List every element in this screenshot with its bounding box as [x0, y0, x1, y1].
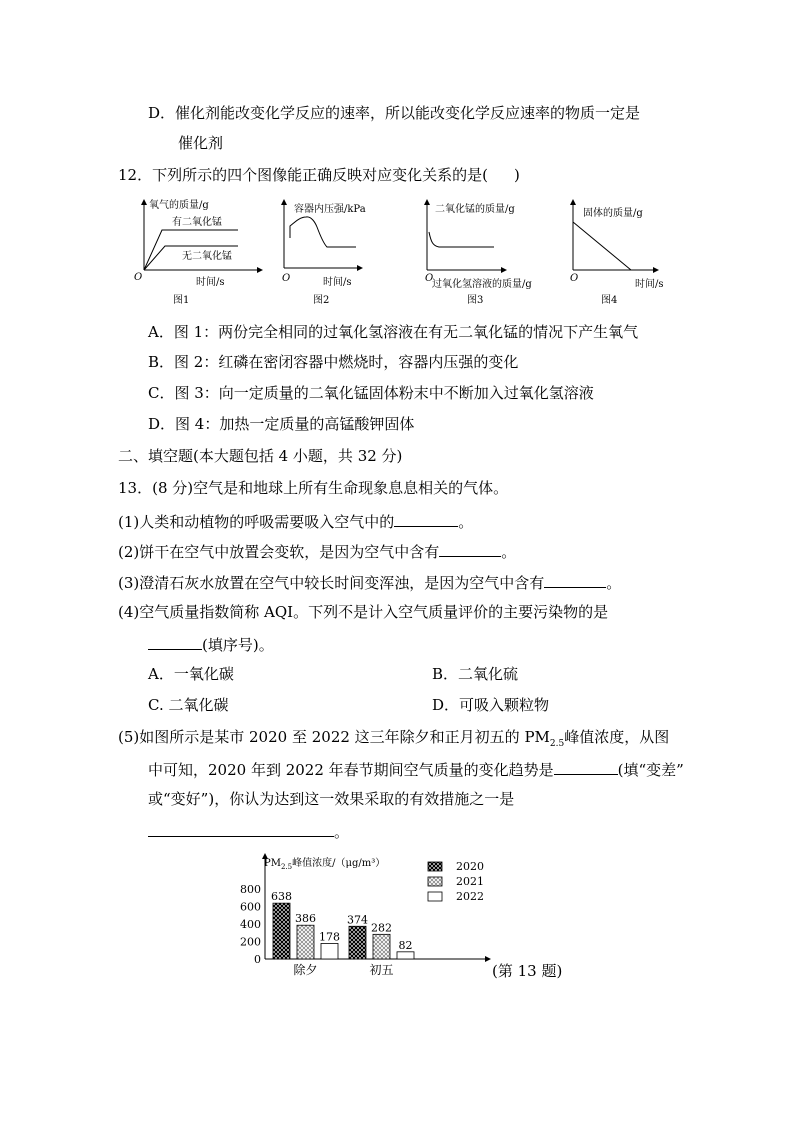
graph-2-origin: O: [282, 273, 291, 284]
graph-3-xlabel: 过氧化氢溶液的质量/g: [432, 279, 532, 290]
graph-2-xlabel: 时间/s: [323, 277, 352, 288]
q13-part-4-line1: (4)空气质量指数简称 AQI。下列不是计入空气质量评价的主要污染物的是: [118, 603, 609, 621]
q13-part-4-line2: (填序号)。: [148, 633, 274, 655]
ytick-label: 0: [254, 953, 261, 966]
legend-label: 2022: [456, 890, 484, 903]
bar-除夕-2020: [273, 903, 290, 959]
q13-part-4-option-b: B．二氧化硫: [432, 665, 519, 683]
bar-value-label: 82: [398, 938, 413, 952]
q11-option-d-line2: 催化剂: [178, 134, 224, 152]
q11-option-d-line1: D．催化剂能改变化学反应的速率，所以能改变化学反应速率的物质一定是: [148, 104, 641, 122]
category-label: 除夕: [293, 963, 318, 977]
ytick-label: 400: [240, 918, 261, 931]
bar-初五-2020: [349, 926, 366, 959]
graph-1-curve-lower: 无二氧化锰: [182, 251, 232, 262]
graph-4-xlabel: 时间/s: [635, 279, 664, 290]
legend-swatch: [428, 892, 442, 901]
q13-chart-caption: (第 13 题): [492, 962, 563, 980]
graph-3-origin: O: [425, 273, 434, 284]
graph-3-ylabel: 二氧化锰的质量/g: [435, 204, 515, 215]
q13-stem: 13．(8 分)空气是和地球上所有生命现象息息相关的气体。: [118, 479, 509, 497]
q12-stem: 12．下列所示的四个图像能正确反映对应变化关系的是( ): [118, 166, 520, 184]
bar-value-label: 178: [319, 930, 340, 944]
q13-part-2: (2)饼干在空气中放置会变软，是因为空气中含有 。: [118, 540, 516, 562]
bar-初五-2022: [397, 952, 414, 959]
graph-1-xlabel: 时间/s: [196, 277, 225, 288]
graph-4-caption: 图4: [601, 295, 618, 306]
graph-1-curve-upper: 有二氧化锰: [172, 217, 222, 228]
legend-swatch: [428, 877, 442, 886]
chart-bars: [271, 890, 414, 959]
bar-初五-2021: [373, 934, 390, 959]
ytick-label: 600: [240, 900, 261, 914]
q12-option-a: A．图 1：两份完全相同的过氧化氢溶液在有无二氧化锰的情况下产生氧气: [148, 323, 639, 341]
ytick-label: 800: [240, 883, 261, 896]
q13-part-4-option-a: A．一氧化碳: [148, 665, 234, 683]
section-2-heading: 二、填空题(本大题包括 4 小题，共 32 分): [118, 447, 403, 465]
q13-part-5-line3: 或“变好”)，你认为达到这一效果采取的有效措施之一是: [148, 790, 515, 808]
bar-除夕-2021: [297, 925, 314, 959]
q13-part-4-option-c: C. 二氧化碳: [148, 696, 229, 714]
graph-1-ylabel: 氧气的质量/g: [149, 200, 209, 211]
q13-part-3: (3)澄清石灰水放置在空气中较长时间变浑浊，是因为空气中含有 。: [118, 571, 621, 593]
chart-legend: [428, 860, 484, 903]
q13-part-5-line1: (5)如图所示是某市 2020 至 2022 这三年除夕和正月初五的 $PM_{2.5}$峰值浓度，从图: [118, 728, 670, 749]
legend-swatch: [428, 862, 442, 871]
graph-3-caption: 图3: [467, 295, 484, 306]
bar-value-label: 386: [295, 912, 316, 926]
q12-option-c: C．图 3：向一定质量的二氧化锰固体粉末中不断加入过氧化氢溶液: [148, 384, 594, 402]
graph-1-origin: O: [134, 272, 143, 283]
q12-option-d: D．图 4：加热一定质量的高锰酸钾固体: [148, 415, 415, 433]
chart-ylabel: $PM_{2.5}$峰值浓度/（μg/m³）: [264, 858, 386, 871]
legend-label: 2020: [456, 860, 484, 873]
bar-value-label: 638: [271, 890, 292, 904]
q13-part-1: (1)人类和动植物的呼吸需要吸入空气中的 。: [118, 510, 473, 532]
bar-除夕-2022: [321, 943, 338, 959]
bar-value-label: 282: [371, 921, 392, 935]
ytick-label: 200: [240, 935, 261, 949]
q12-option-b: B．图 2：红磷在密闭容器中燃烧时，容器内压强的变化: [148, 353, 519, 371]
bar-value-label: 374: [347, 913, 368, 927]
graph-1-caption: 图1: [173, 295, 190, 306]
graph-2-ylabel: 容器内压强/kPa: [294, 204, 366, 215]
q13-part-5-line4: 。: [148, 820, 349, 842]
q13-part-4-option-d: D．可吸入颗粒物: [432, 696, 550, 714]
graph-4-origin: O: [570, 273, 579, 284]
category-label: 初五: [369, 963, 394, 977]
chart-categories: [293, 963, 393, 977]
q13-part-5-line2: 中可知，2020 年到 2022 年春节期间空气质量的变化趋势是 (填“变差”: [148, 758, 684, 780]
legend-label: 2021: [456, 875, 484, 888]
graph-2-caption: 图2: [313, 295, 330, 306]
graph-4-ylabel: 固体的质量/g: [583, 208, 643, 219]
chart-yticks: [240, 883, 261, 966]
